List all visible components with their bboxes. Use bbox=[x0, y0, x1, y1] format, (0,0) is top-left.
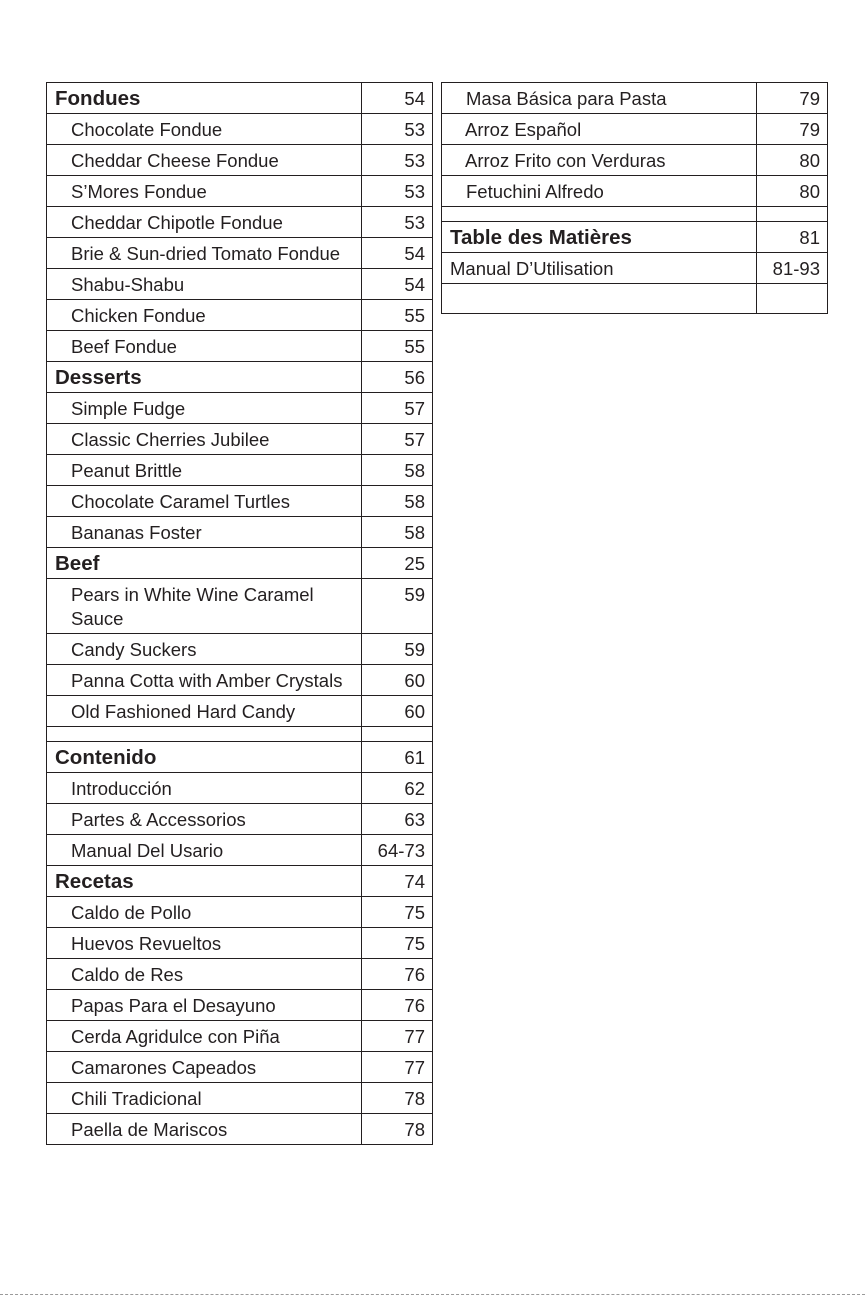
toc-page-number: 60 bbox=[362, 696, 433, 727]
toc-entry-title: Huevos Revueltos bbox=[47, 928, 362, 959]
toc-page-number: 76 bbox=[362, 959, 433, 990]
toc-page-number bbox=[757, 207, 828, 222]
toc-entry-title: Chicken Fondue bbox=[47, 300, 362, 331]
toc-page-number bbox=[362, 727, 433, 742]
toc-page-number: 53 bbox=[362, 176, 433, 207]
toc-entry-title: Paella de Mariscos bbox=[47, 1114, 362, 1145]
toc-row-blank bbox=[442, 207, 828, 222]
toc-entry-title: Bananas Foster bbox=[47, 517, 362, 548]
toc-page-number: 81-93 bbox=[757, 253, 828, 284]
toc-entry-title: Chili Tradicional bbox=[47, 1083, 362, 1114]
toc-row bbox=[442, 145, 828, 176]
toc-entry-title: Papas Para el Desayuno bbox=[47, 990, 362, 1021]
toc-row bbox=[442, 114, 828, 145]
toc-page-number: 59 bbox=[362, 579, 433, 634]
toc-page-number: 78 bbox=[362, 1114, 433, 1145]
toc-row bbox=[47, 1114, 433, 1145]
toc-row bbox=[47, 634, 433, 665]
toc-page-number: 25 bbox=[362, 548, 433, 579]
toc-entry-title: Shabu-Shabu bbox=[47, 269, 362, 300]
toc-entry-title: S’Mores Fondue bbox=[47, 176, 362, 207]
toc-page-number: 76 bbox=[362, 990, 433, 1021]
toc-row-section bbox=[47, 362, 433, 393]
toc-entry-title bbox=[442, 284, 757, 314]
toc-row bbox=[47, 207, 433, 238]
toc-page-number: 57 bbox=[362, 424, 433, 455]
toc-row bbox=[47, 331, 433, 362]
toc-entry-title: Manual Del Usario bbox=[47, 835, 362, 866]
toc-entry-title: Brie & Sun-dried Tomato Fondue bbox=[47, 238, 362, 269]
toc-row-blank bbox=[442, 284, 828, 314]
toc-page-number: 80 bbox=[757, 145, 828, 176]
toc-page-number: 79 bbox=[757, 83, 828, 114]
toc-table-left bbox=[46, 82, 433, 1145]
toc-row bbox=[47, 455, 433, 486]
toc-table-right bbox=[441, 82, 828, 314]
toc-entry-title: Caldo de Res bbox=[47, 959, 362, 990]
toc-entry-title: Classic Cherries Jubilee bbox=[47, 424, 362, 455]
toc-entry-title: Manual D’Utilisation bbox=[442, 253, 757, 284]
toc-row bbox=[47, 579, 433, 634]
toc-entry-title: Partes & Accessorios bbox=[47, 804, 362, 835]
toc-row bbox=[47, 990, 433, 1021]
toc-entry-title: Caldo de Pollo bbox=[47, 897, 362, 928]
toc-entry-title: Cerda Agridulce con Piña bbox=[47, 1021, 362, 1052]
toc-page-number: 64-73 bbox=[362, 835, 433, 866]
toc-page-number: 79 bbox=[757, 114, 828, 145]
toc-row bbox=[47, 114, 433, 145]
toc-entry-title: Candy Suckers bbox=[47, 634, 362, 665]
toc-row bbox=[47, 176, 433, 207]
toc-section-title: Desserts bbox=[47, 362, 362, 393]
toc-page-number: 57 bbox=[362, 393, 433, 424]
toc-entry-title: Cheddar Cheese Fondue bbox=[47, 145, 362, 176]
toc-row bbox=[47, 424, 433, 455]
toc-entry-title: Pears in White Wine Caramel Sauce bbox=[47, 579, 362, 634]
toc-page-number: 53 bbox=[362, 114, 433, 145]
toc-row bbox=[47, 393, 433, 424]
toc-page-number: 54 bbox=[362, 83, 433, 114]
toc-page-number: 55 bbox=[362, 300, 433, 331]
toc-row-blank bbox=[47, 727, 433, 742]
toc-entry-title: Arroz Español bbox=[442, 114, 757, 145]
toc-row bbox=[47, 835, 433, 866]
toc-entry-title bbox=[442, 207, 757, 222]
toc-row-section bbox=[47, 866, 433, 897]
toc-row bbox=[47, 1083, 433, 1114]
toc-page-number: 54 bbox=[362, 269, 433, 300]
toc-row bbox=[47, 773, 433, 804]
toc-page-number: 60 bbox=[362, 665, 433, 696]
toc-section-title: Recetas bbox=[47, 866, 362, 897]
toc-entry-title: Chocolate Fondue bbox=[47, 114, 362, 145]
toc-page-number: 75 bbox=[362, 928, 433, 959]
toc-page-number: 81 bbox=[757, 222, 828, 253]
toc-page-number: 78 bbox=[362, 1083, 433, 1114]
toc-page-number: 77 bbox=[362, 1052, 433, 1083]
toc-row bbox=[47, 238, 433, 269]
toc-entry-title: Old Fashioned Hard Candy bbox=[47, 696, 362, 727]
toc-page-number: 54 bbox=[362, 238, 433, 269]
toc-row bbox=[47, 928, 433, 959]
toc-entry-title: Arroz Frito con Verduras bbox=[442, 145, 757, 176]
toc-page-number: 77 bbox=[362, 1021, 433, 1052]
toc-entry-title: Beef Fondue bbox=[47, 331, 362, 362]
toc-row bbox=[47, 665, 433, 696]
toc-page-number bbox=[757, 284, 828, 314]
toc-row bbox=[47, 269, 433, 300]
toc-row bbox=[47, 517, 433, 548]
toc-page-number: 63 bbox=[362, 804, 433, 835]
toc-page-number: 74 bbox=[362, 866, 433, 897]
toc-page-number: 53 bbox=[362, 145, 433, 176]
toc-entry-title: Panna Cotta with Amber Crystals bbox=[47, 665, 362, 696]
toc-page-number: 56 bbox=[362, 362, 433, 393]
toc-page-number: 62 bbox=[362, 773, 433, 804]
toc-row bbox=[442, 253, 828, 284]
toc-row bbox=[47, 300, 433, 331]
toc-section-title: Beef bbox=[47, 548, 362, 579]
toc-page-number: 53 bbox=[362, 207, 433, 238]
toc-row bbox=[442, 83, 828, 114]
toc-entry-title: Peanut Brittle bbox=[47, 455, 362, 486]
toc-row bbox=[47, 145, 433, 176]
toc-entry-title: Simple Fudge bbox=[47, 393, 362, 424]
toc-row-section bbox=[47, 742, 433, 773]
toc-row bbox=[47, 486, 433, 517]
toc-entry-title: Fetuchini Alfredo bbox=[442, 176, 757, 207]
toc-page-number: 58 bbox=[362, 517, 433, 548]
page-trim-line bbox=[0, 1294, 865, 1295]
toc-section-title: Table des Matières bbox=[442, 222, 757, 253]
toc-page-number: 59 bbox=[362, 634, 433, 665]
toc-row-section bbox=[47, 548, 433, 579]
toc-row bbox=[47, 959, 433, 990]
toc-page-number: 80 bbox=[757, 176, 828, 207]
toc-entry-title bbox=[47, 727, 362, 742]
toc-row bbox=[47, 897, 433, 928]
toc-row bbox=[47, 1021, 433, 1052]
toc-page-number: 61 bbox=[362, 742, 433, 773]
toc-page-number: 58 bbox=[362, 455, 433, 486]
toc-row bbox=[47, 804, 433, 835]
toc-section-title: Contenido bbox=[47, 742, 362, 773]
toc-page-number: 55 bbox=[362, 331, 433, 362]
toc-section-title: Fondues bbox=[47, 83, 362, 114]
toc-row-section bbox=[442, 222, 828, 253]
toc-page-number: 75 bbox=[362, 897, 433, 928]
toc-row bbox=[442, 176, 828, 207]
toc-entry-title: Cheddar Chipotle Fondue bbox=[47, 207, 362, 238]
toc-row-section bbox=[47, 83, 433, 114]
toc-entry-title: Masa Básica para Pasta bbox=[442, 83, 757, 114]
toc-row bbox=[47, 1052, 433, 1083]
toc-row bbox=[47, 696, 433, 727]
toc-entry-title: Chocolate Caramel Turtles bbox=[47, 486, 362, 517]
toc-entry-title: Camarones Capeados bbox=[47, 1052, 362, 1083]
toc-entry-title: Introducción bbox=[47, 773, 362, 804]
toc-page-number: 58 bbox=[362, 486, 433, 517]
